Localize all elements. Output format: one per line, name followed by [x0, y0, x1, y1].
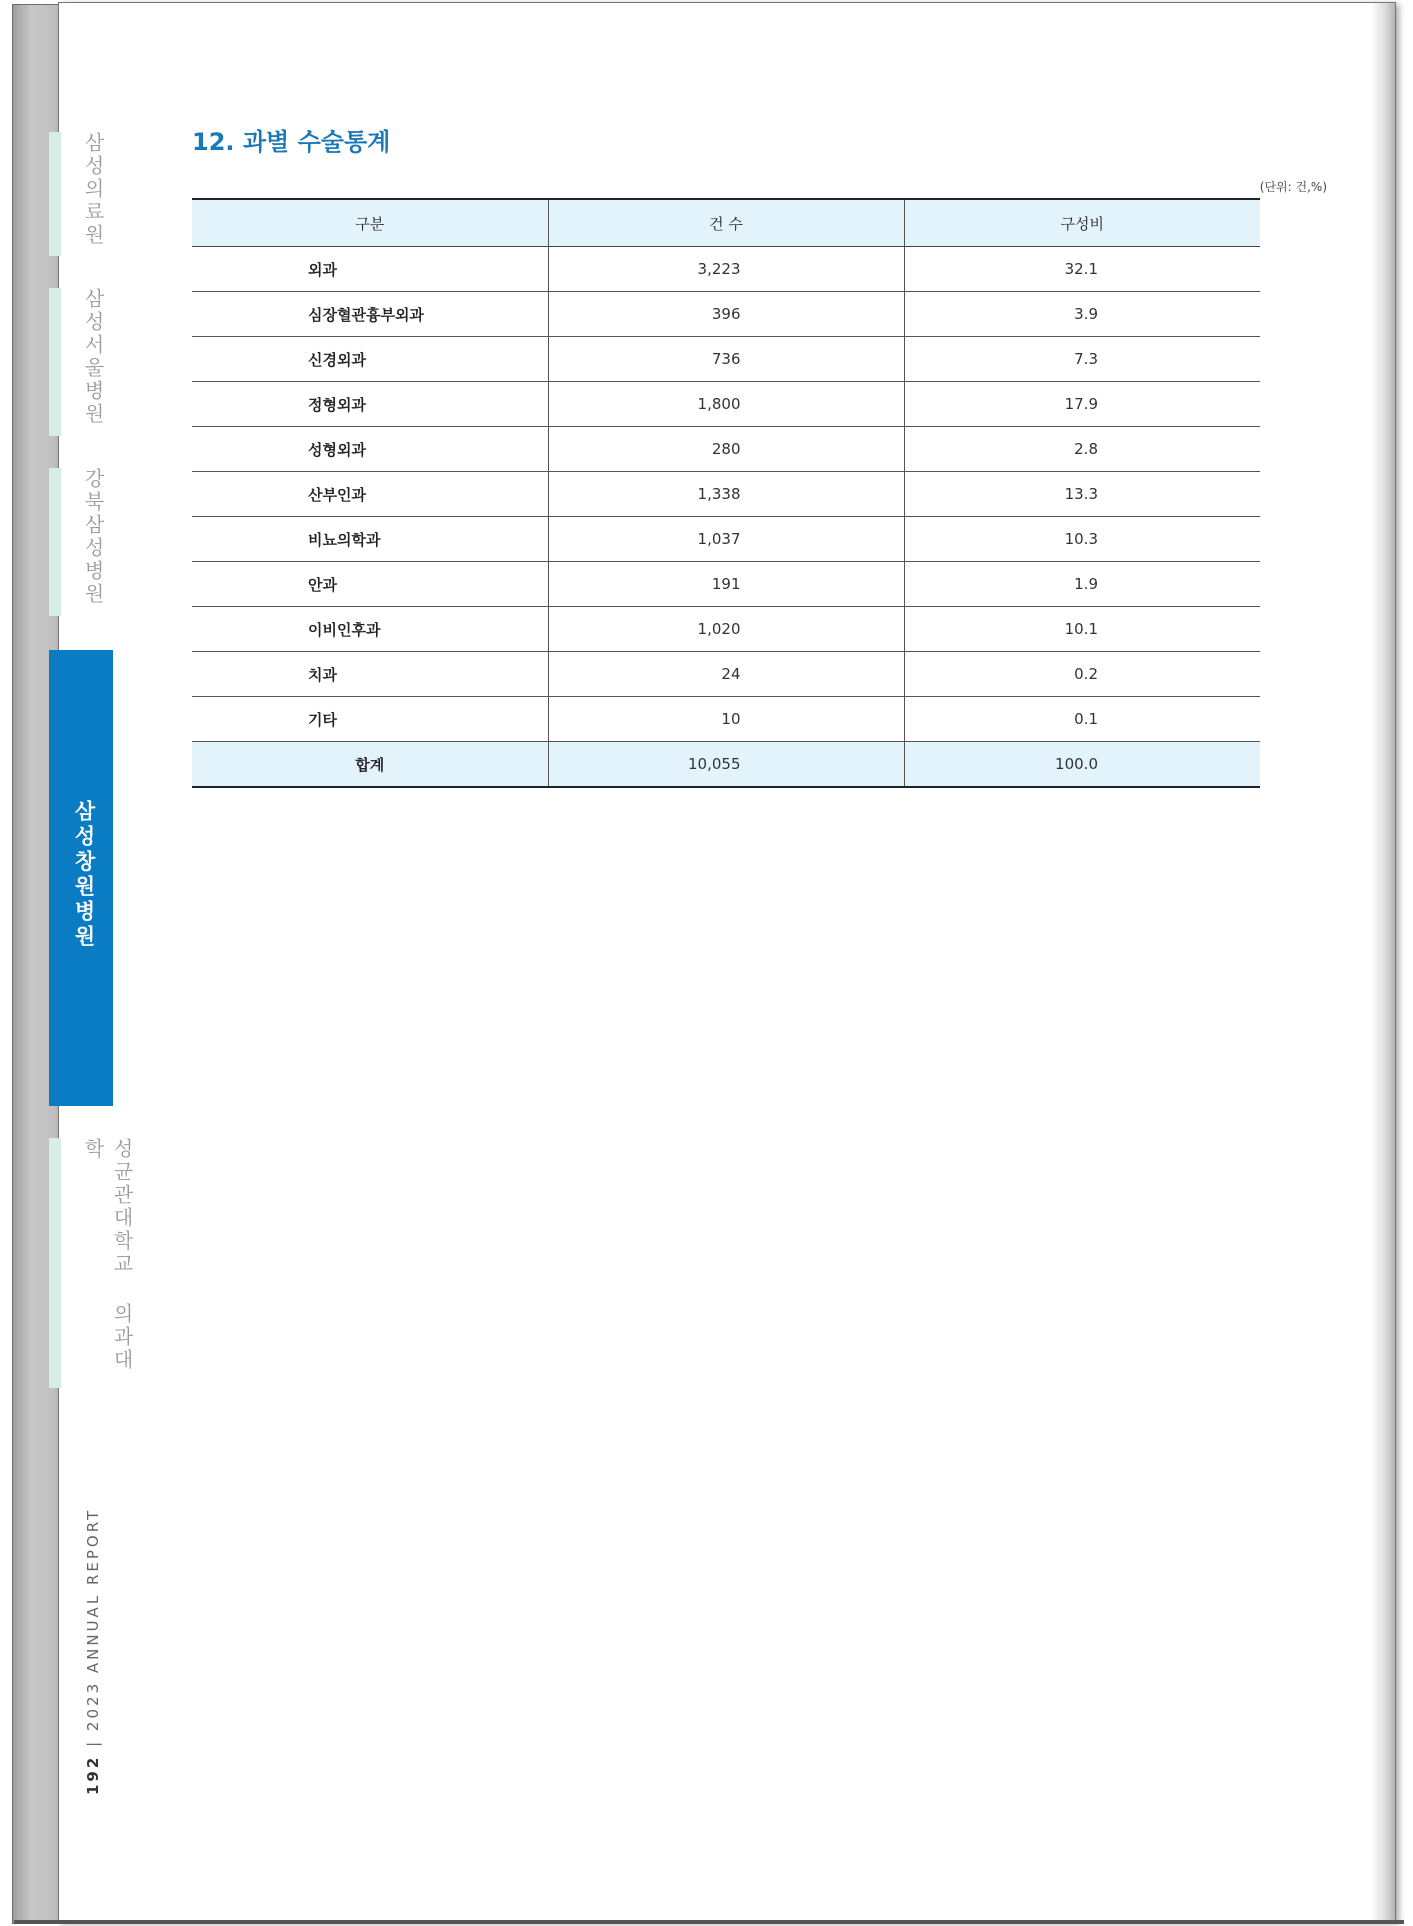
- row-count: 280: [548, 427, 904, 472]
- row-department: 신경외과: [192, 337, 548, 382]
- row-ratio: 2.8: [904, 427, 1260, 472]
- table-row: [192, 427, 1260, 472]
- header-category: 구분: [192, 199, 548, 247]
- side-tab-samsung-seoul-hospital[interactable]: [49, 288, 113, 436]
- page-edge: [1371, 3, 1395, 1921]
- total-ratio: 100.0: [904, 742, 1260, 788]
- side-tab-bar: [49, 132, 61, 256]
- row-count: 1,338: [548, 472, 904, 517]
- row-ratio: 0.1: [904, 697, 1260, 742]
- table-total-row: [192, 742, 1260, 788]
- row-ratio: 1.9: [904, 562, 1260, 607]
- table-row: [192, 652, 1260, 697]
- total-label: 합계: [192, 742, 548, 788]
- row-ratio: 10.1: [904, 607, 1260, 652]
- table-row: [192, 697, 1260, 742]
- row-department: 산부인과: [192, 472, 548, 517]
- table-row: [192, 562, 1260, 607]
- row-ratio: 17.9: [904, 382, 1260, 427]
- side-tab-bar: [49, 1138, 61, 1388]
- side-tab-label: 성균관대학교 의과대학: [81, 1138, 134, 1372]
- row-ratio: 7.3: [904, 337, 1260, 382]
- header-ratio: 구성비: [904, 199, 1260, 247]
- side-tab-label: 삼성창원병원: [72, 800, 96, 950]
- footer-separator: |: [84, 1738, 102, 1747]
- row-count: 736: [548, 337, 904, 382]
- table-row: [192, 517, 1260, 562]
- row-department: 안과: [192, 562, 548, 607]
- row-department: 비뇨의학과: [192, 517, 548, 562]
- page-shadow: [14, 1920, 1404, 1924]
- row-ratio: 3.9: [904, 292, 1260, 337]
- table-row: [192, 472, 1260, 517]
- page-footer: [84, 1507, 102, 1795]
- side-tab-label: 삼성서울병원: [81, 288, 105, 426]
- header-count: 건 수: [548, 199, 904, 247]
- table-row: [192, 337, 1260, 382]
- table-row: [192, 247, 1260, 292]
- row-ratio: 10.3: [904, 517, 1260, 562]
- row-ratio: 13.3: [904, 472, 1260, 517]
- row-department: 기타: [192, 697, 548, 742]
- side-tab-samsung-medical-center[interactable]: [49, 132, 113, 256]
- table-header-row: [192, 199, 1260, 247]
- side-tab-bar: [49, 288, 61, 436]
- row-count: 1,800: [548, 382, 904, 427]
- surgery-stats-table: [192, 198, 1260, 788]
- section-title: 12. 과별 수술통계: [192, 128, 391, 156]
- row-count: 3,223: [548, 247, 904, 292]
- row-count: 191: [548, 562, 904, 607]
- side-tab-kangbuk-samsung-hospital[interactable]: [49, 468, 113, 616]
- side-tab-samsung-changwon-hospital[interactable]: [49, 650, 113, 1106]
- row-department: 성형외과: [192, 427, 548, 472]
- side-tab-skku-medical-school[interactable]: [49, 1138, 134, 1388]
- row-department: 외과: [192, 247, 548, 292]
- row-count: 396: [548, 292, 904, 337]
- side-tab-label: 강북삼성병원: [81, 468, 105, 606]
- row-count: 10: [548, 697, 904, 742]
- side-tab-bar: [49, 468, 61, 616]
- row-count: 24: [548, 652, 904, 697]
- table-row: [192, 382, 1260, 427]
- total-count: 10,055: [548, 742, 904, 788]
- report-title: 2023 ANNUAL REPORT: [84, 1507, 102, 1732]
- row-department: 심장혈관흉부외과: [192, 292, 548, 337]
- table-row: [192, 607, 1260, 652]
- page-number: 192: [84, 1754, 102, 1795]
- row-ratio: 32.1: [904, 247, 1260, 292]
- side-tab-label: 삼성의료원: [81, 132, 105, 247]
- table-row: [192, 292, 1260, 337]
- row-department: 이비인후과: [192, 607, 548, 652]
- row-count: 1,020: [548, 607, 904, 652]
- row-department: 치과: [192, 652, 548, 697]
- row-count: 1,037: [548, 517, 904, 562]
- row-ratio: 0.2: [904, 652, 1260, 697]
- row-department: 정형외과: [192, 382, 548, 427]
- unit-label: (단위: 건,%): [1259, 180, 1327, 194]
